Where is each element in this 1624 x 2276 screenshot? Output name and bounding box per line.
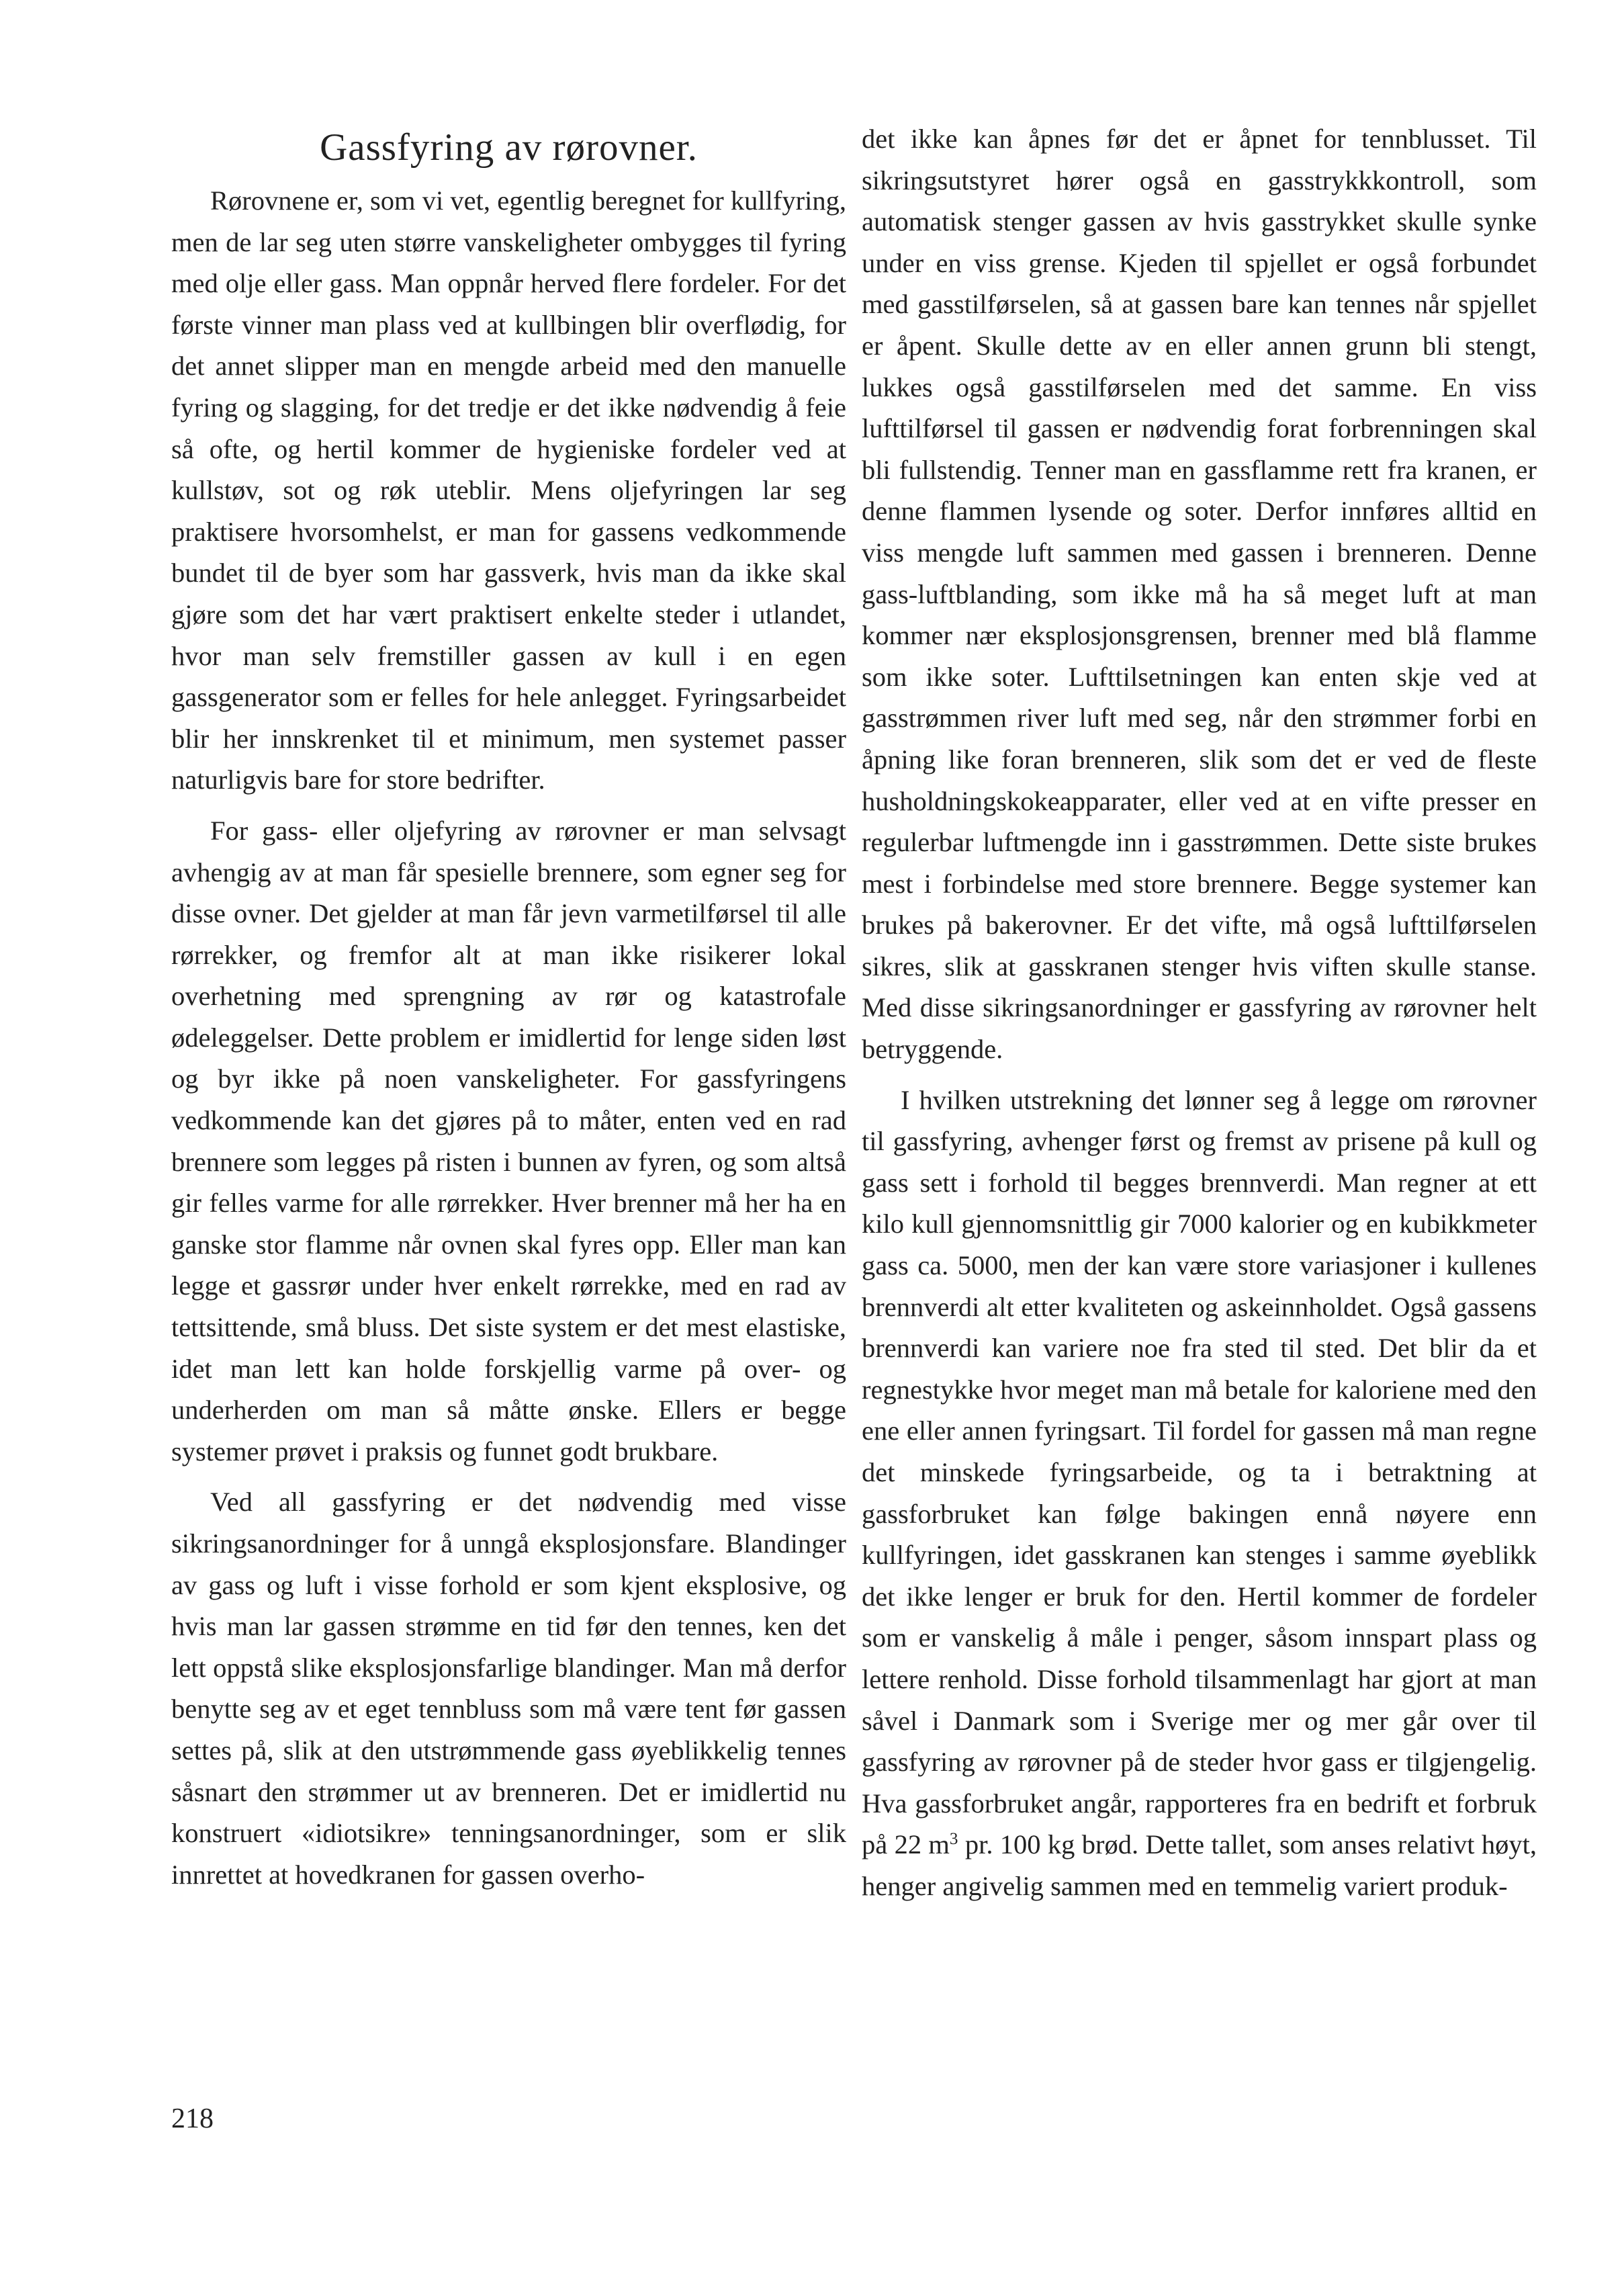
paragraph-intro: Rørovnene er, som vi vet, egentlig beregnet for kullfyring, men de lar seg uten større vanskeligheter ombygges til fyring med olje eller gass. Man oppnår herved flere fordeler. For det første vinner man plass ved at kullbingen blir overflødig, for det annet slipper man en mengde arbeid med den manuelle fyring og slagging, for det tredje er det ikke nødvendig å feie så ofte, og hertil kommer de hygieniske fordeler ved at kullstøv, sot og røk uteblir. Mens oljefyringen lar seg praktisere hvorsomhelst, er man for gassens vedkommende bundet til de byer som har gassverk, hvis man da ikke skal gjøre som det har vært praktisert enkelte steder i utlandet, hvor man selv fremstiller gassen av kull i en egen gassgenerator som er felles for hele anlegget. Fyringsarbeidet blir her innskrenket til et minimum, men systemet passer naturligvis bare for store bedrifter. bbox=[171, 185, 846, 795]
paragraph-economy bbox=[862, 1080, 1537, 1907]
left-column bbox=[171, 120, 846, 1895]
economy-text: I hvilken utstrekning det lønner seg å legge om rørovner til gassfyring, avhenger først og fremst av prisene på kull og gass sett i forhold til begges brennverdi. Man regner at ett kilo kull gjennomsnittlig gir 7000 kalorier og en kubikkmeter gass ca. 5000, men der kan være store variasjoner i kullenes brennverdi alt etter kvaliteten og askeinnholdet. Også gassens brennverdi kan variere noe fra sted til sted. Det blir da et regnestykke hvor meget man må betale for kaloriene med den ene eller annen fyringsart. Til fordel for gassen må man regne det minskede fyringsarbeide, og ta i betraktning at gassforbruket kan følge bakingen ennå nøyere enn kullfyringen, idet gasskranen kan stenges i samme øyeblikk det ikke lenger er bruk for den. Hertil kommer de fordeler som er vanskelig å måle i penger, såsom innspart plass og lettere renhold. Disse forhold tilsammenlagt har gjort at man såvel i Danmark som i Sverige mer og mer går over til gassfyring av rørovner på de steder hvor gass er tilgjengelig. Hva gassforbruket angår, rapporteres fra en bedrift et forbruk på 22 m bbox=[862, 1084, 1537, 1860]
right-column bbox=[862, 118, 1537, 1907]
economy-text-end: pr. 100 kg brød. Dette tallet, som anses relativt høyt, henger angivelig sammen med en temmelig variert produk- bbox=[862, 1829, 1537, 1901]
superscript-cubic: 3 bbox=[949, 1830, 958, 1849]
article-title: Gassfyring av rørovner. bbox=[320, 126, 698, 169]
paragraph-safety-continued: det ikke kan åpnes før det er åpnet for tennblusset. Til sikringsutstyret hører også en gasstrykkkontroll, som automatisk stenger gassen av hvis gasstrykket skulle synke under en viss grense. Kjeden til spjellet er også forbundet med gasstilførselen, så at gassen bare kan tennes når spjellet er åpent. Skulle dette av en eller annen grunn bli stengt, lukkes også gasstilførselen med det samme. En viss lufttilførsel til gassen er nødvendig forat forbrenningen skal bli fullstendig. Tenner man en gassflamme rett fra kranen, er denne flammen lysende og soter. Derfor innføres alltid en viss mengde luft sammen med gassen i brenneren. Denne gass-luftblanding, som ikke må ha så meget luft at man kommer nær eksplosjonsgrensen, brenner med blå flamme som ikke soter. Lufttilsetningen kan enten skje ved at gasstrømmen river luft med seg, når den strømmer forbi en åpning like foran brenneren, slik som det er ved de fleste husholdningskokeapparater, eller ved at en vifte presser en regulerbar luftmengde inn i gasstrømmen. Dette siste brukes mest i forbindelse med store brennere. Begge systemer kan brukes på bakerovner. Er det vifte, må også lufttilførselen sikres, slik at gasskranen stenger hvis viften skulle stanse. Med disse sikringsanordninger er gassfyring av rørovner helt betryggende. bbox=[862, 124, 1537, 1065]
page-number: 218 bbox=[171, 2103, 214, 2134]
paragraph-safety: Ved all gassfyring er det nødvendig med visse sikringsanordninger for å unngå eksplosjonsfare. Blandinger av gass og luft i visse forhold er som kjent eksplosive, og hvis man lar gassen strømme en tid før den tennes, ken det lett oppstå slike eksplosjonsfarlige blandinger. Man må derfor benytte seg av et eget tennbluss som må være tent før gassen settes på, slik at den utstrømmende gass øyeblikkelig tennes såsnart den strømmer ut av brenneren. Det er imidlertid nu konstruert «idiotsikre» tenningsanordninger, som er slik innrettet at hovedkranen for gassen overho- bbox=[171, 1487, 846, 1890]
paragraph-burners: For gass- eller oljefyring av rørovner er man selvsagt avhengig av at man får spesielle brennere, som egner seg for disse ovner. Det gjelder at man får jevn varmetilførsel til alle rørrekker, og fremfor alt at man ikke risikerer lokal overhetning med sprengning av rør og katastrofale ødeleggelser. Dette problem er imidlertid for lenge siden løst og byr ikke på noen vanskeligheter. For gassfyringens vedkommende kan det gjøres på to måter, enten ved en rad brennere som legges på risten i bunnen av fyren, og som altså gir felles varme for alle rørrekker. Hver brenner må her ha en ganske stor flamme når ovnen skal fyres opp. Eller man kan legge et gassrør under hver enkelt rørrekke, med en rad av tettsittende, små bluss. Det siste system er det mest elastiske, idet man lett kan holde forskjellig varme på over- og underherden om man så måtte ønske. Ellers er begge systemer prøvet i praksis og funnet godt brukbare. bbox=[171, 815, 846, 1467]
